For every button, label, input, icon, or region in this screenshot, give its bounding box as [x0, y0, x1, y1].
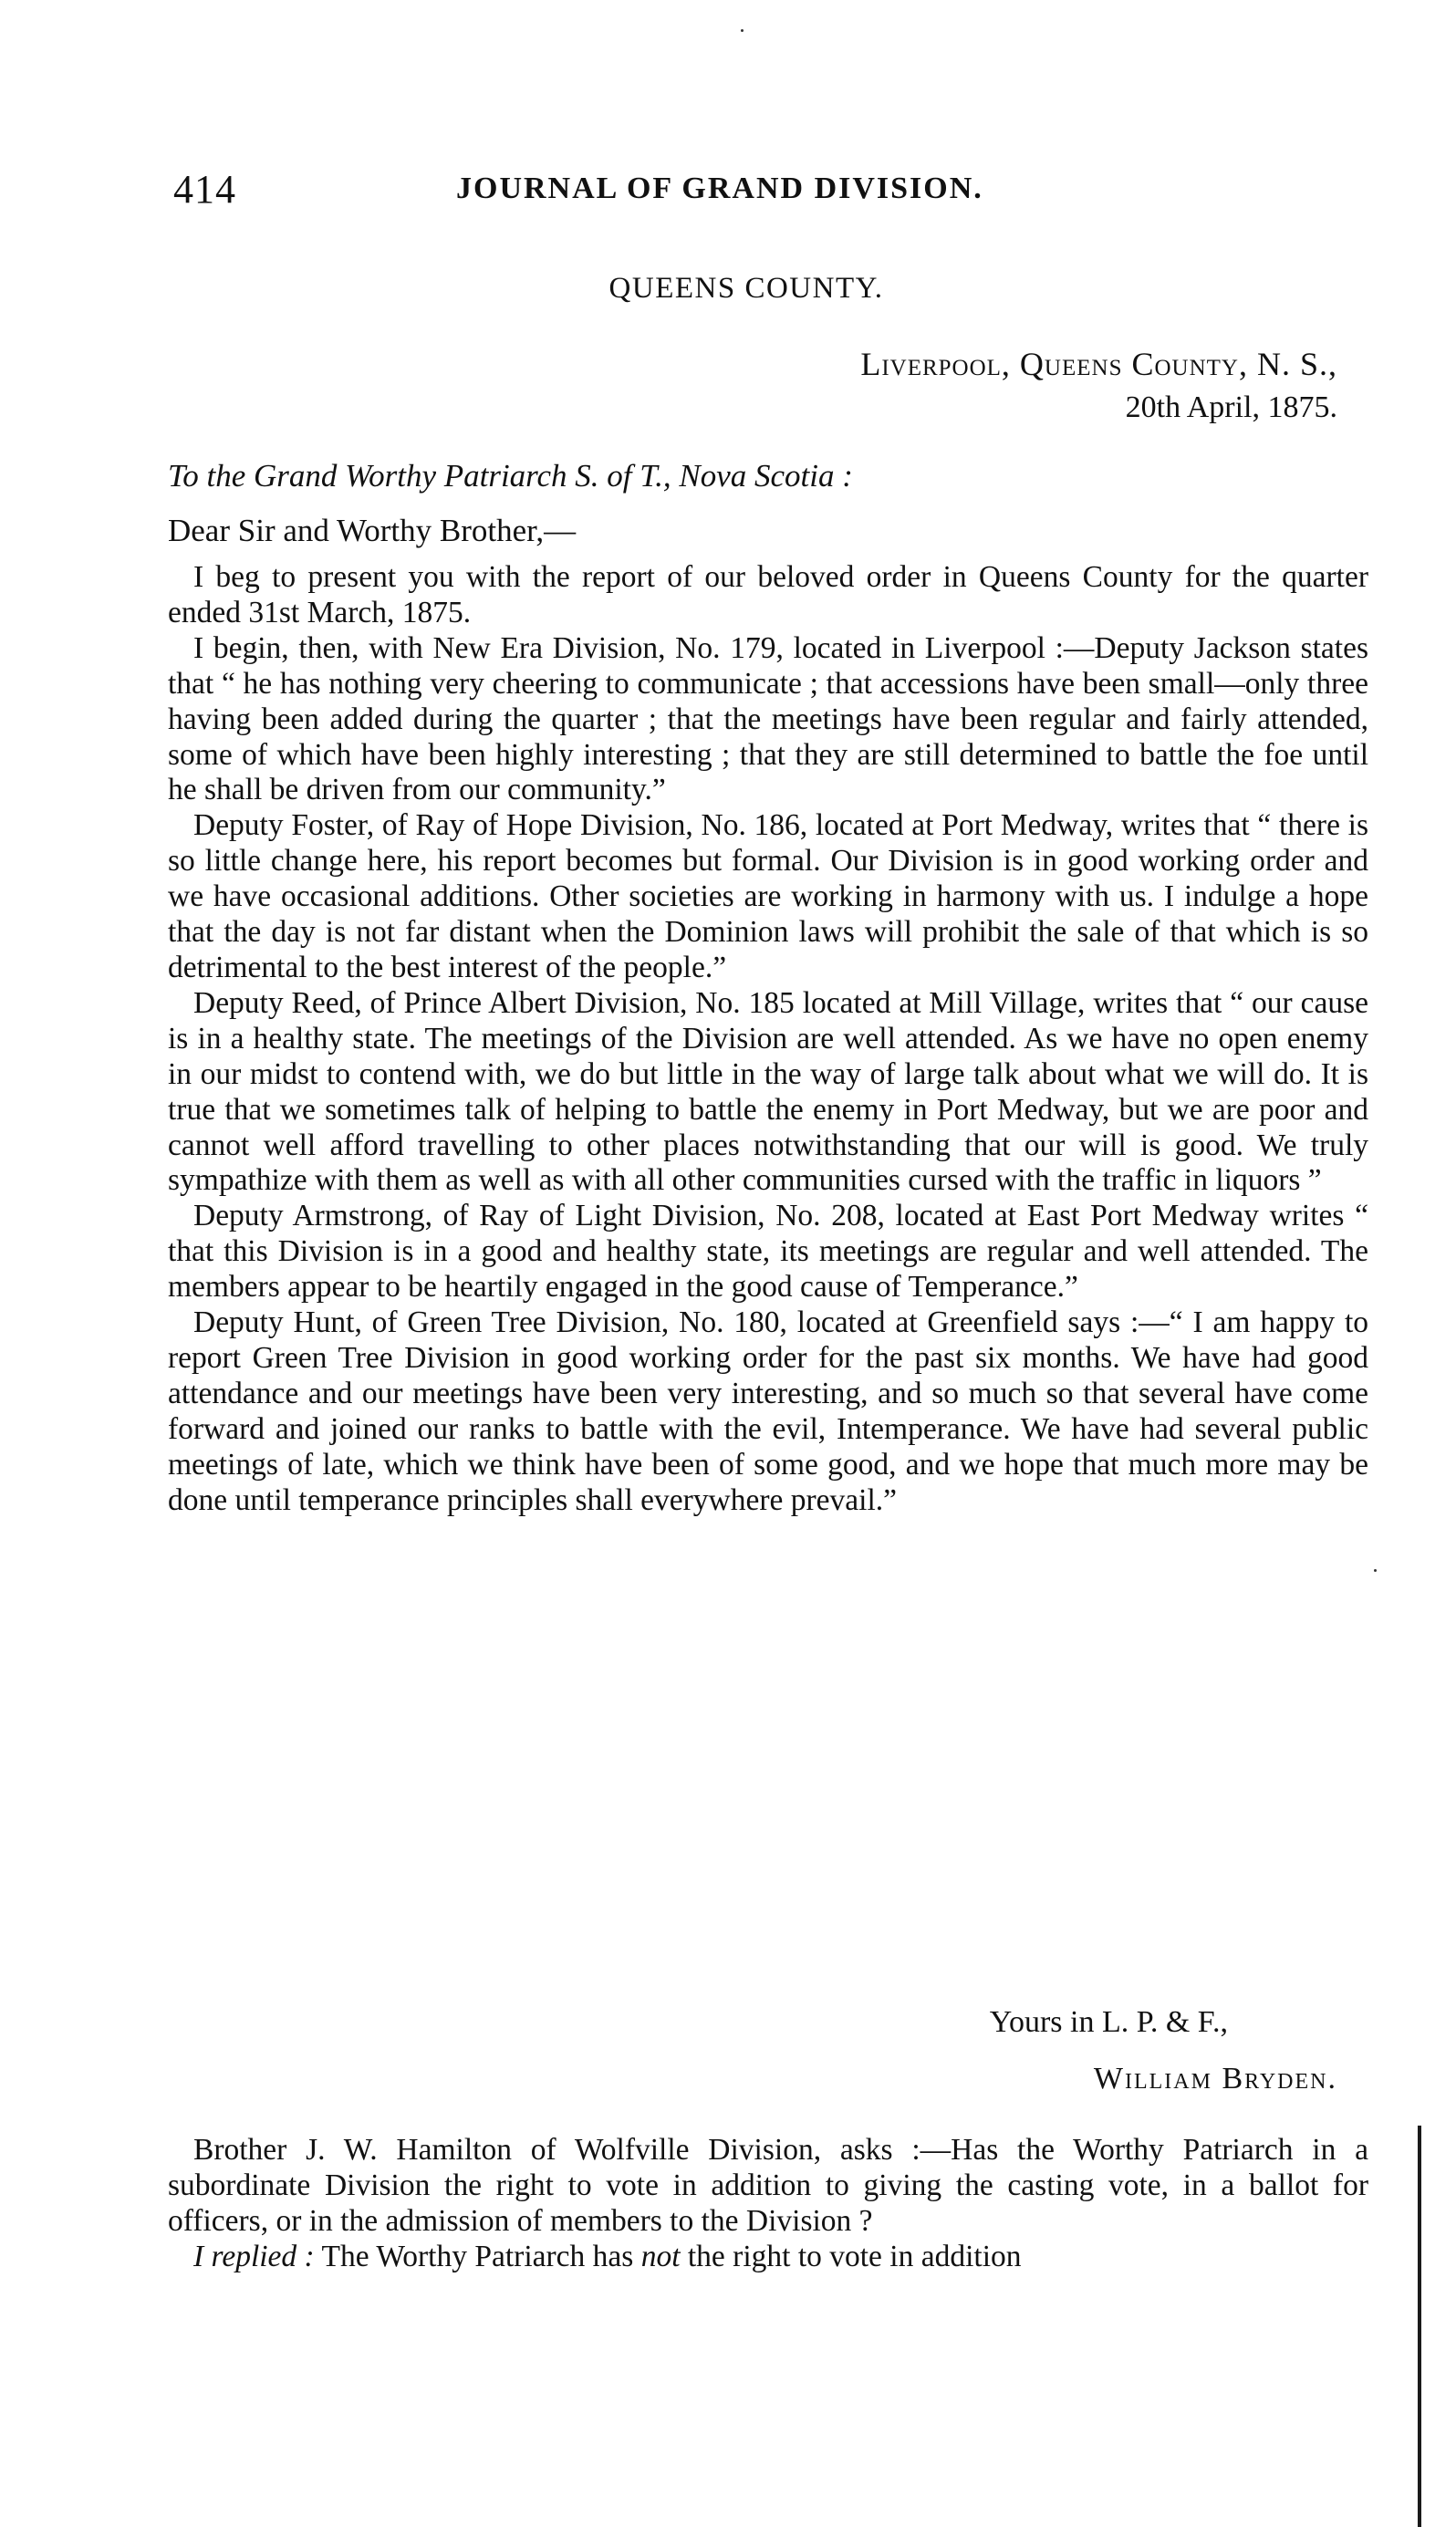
letter-place: Liverpool, Queens County, N. S.,: [860, 346, 1337, 382]
letter-signature: William Bryden.: [1093, 2062, 1337, 2095]
query-reply: [168, 2240, 1368, 2275]
reply-text-end: the right to vote in addition: [680, 2239, 1022, 2273]
print-speck: [741, 29, 744, 32]
county-heading: QUEENS COUNTY.: [608, 272, 884, 305]
print-speck: [1374, 1569, 1377, 1572]
paragraph-prince-albert-division: Deputy Reed, of Prince Albert Division, No. 185 located at Mill Village, writes that “ our cause is in a healthy state. The meetings of the Division are well attended. As we have no open enemy in our midst to contend with, we do but little in the way of large talk about what we will do. It is true that we sometimes talk of helping to battle the enemy in Port Medway, but we are poor and cannot well afford travelling to other places notwithstanding that our will is good. We truly sympathize with them as well as with all other communities cursed with the traffic in liquors ”: [168, 985, 1368, 1198]
query-block: [168, 2133, 1368, 2275]
paragraph-green-tree-division: Deputy Hunt, of Green Tree Division, No. 180, located at Greenfield says :—“ I am happy to report Green Tree Division in good working order for the past six months. We have had good attendance and our meetings have been very interesting, and so much so that several have come forward and joined our ranks to battle with the evil, Intemperance. We have had several public meetings of late, which we think have been of some good, and we hope that much more may be done until temperance principles shall everywhere prevail.”: [168, 1305, 1368, 1517]
query-question: Brother J. W. Hamilton of Wolfville Division, asks :—Has the Worthy Patriarch in a subordinate Division the right to vote in addition to giving the casting vote, in a ballot for officers, or in the admission of members to the Division ?: [168, 2133, 1368, 2238]
page-edge-shadow: [1418, 2126, 1421, 2527]
letter-body: [168, 560, 1368, 1518]
journal-title: JOURNAL OF GRAND DIVISION.: [456, 172, 983, 205]
paragraph-ray-of-light-division: Deputy Armstrong, of Ray of Light Division, No. 208, located at East Port Medway writes “ that this Division is in a good and healthy state, its meetings are regular and well attended. The members appear to be heartily engaged in the good cause of Temperance.”: [168, 1199, 1368, 1305]
reply-emphasis: not: [640, 2239, 681, 2273]
paragraph-intro: I beg to present you with the report of our beloved order in Queens County for the quarter ended 31st March, 1875.: [168, 560, 1368, 629]
paragraph-ray-of-hope-division: Deputy Foster, of Ray of Hope Division, No. 186, located at Port Medway, writes that “ there is so little change here, his report becomes but formal. Our Division is in good working order and we have occasional additions. Other societies are working in harmony with us. I indulge a hope that the day is not far distant when the Dominion laws will prohibit the sale of that which is so detrimental to the best interest of the people.”: [168, 808, 1368, 984]
running-head: [173, 166, 1387, 221]
letter-address: To the Grand Worthy Patriarch S. of T., Nova Scotia :: [168, 458, 853, 494]
letter-closing: Yours in L. P. & F.,: [989, 2005, 1228, 2039]
page-number: 414: [173, 167, 236, 212]
reply-label: I replied :: [193, 2239, 315, 2273]
letter-salutation: Dear Sir and Worthy Brother,—: [168, 513, 577, 548]
paragraph-new-era-division: I begin, then, with New Era Division, No. 179, located in Liverpool :—Deputy Jackson states that “ he has nothing very cheering to communicate ; that accessions have been small—only three having been added during the quarter ; that the meetings have been regular and fairly attended, some of which have been highly interesting ; that they are still determined to battle the foe until he shall be driven from our community.”: [168, 630, 1368, 807]
reply-text-start: The Worthy Patriarch has: [314, 2239, 641, 2273]
letter-date: 20th April, 1875.: [1125, 390, 1337, 424]
